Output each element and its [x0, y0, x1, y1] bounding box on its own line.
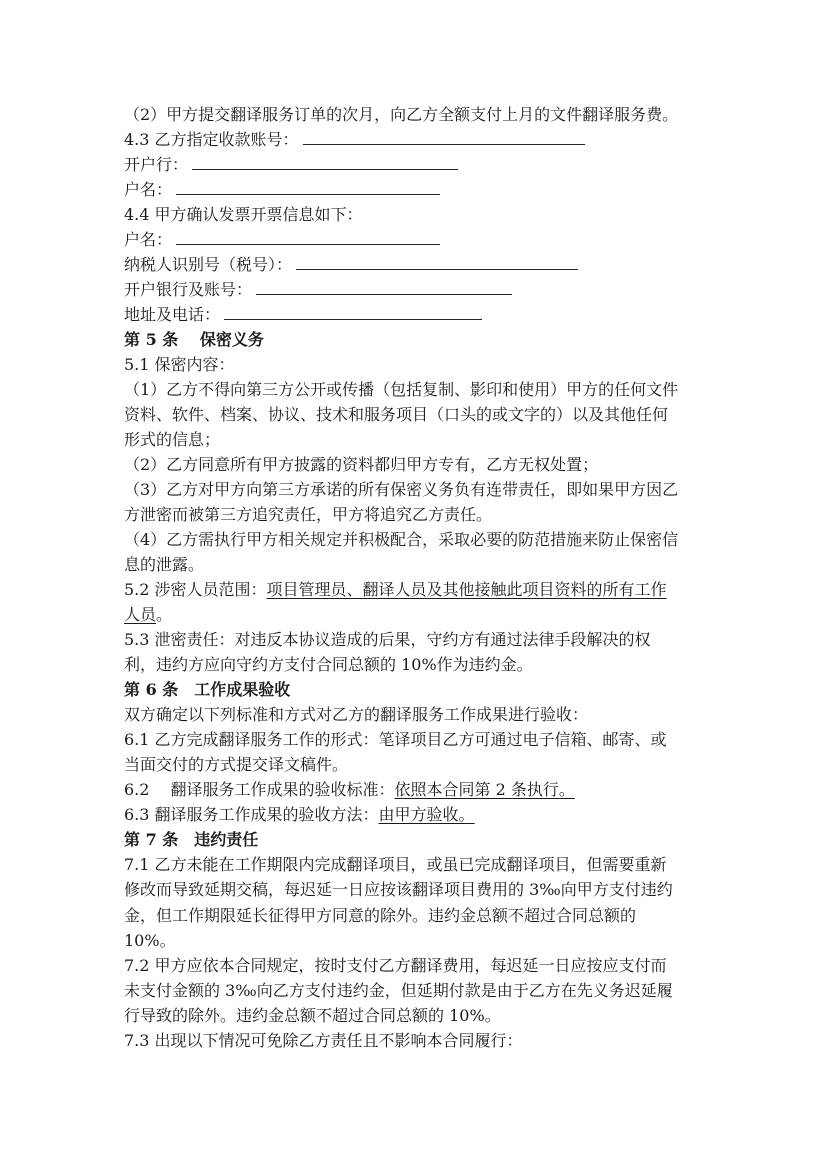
- text-line: （2）乙方同意所有甲方披露的资料都归甲方专有，乙方无权处置；: [124, 455, 599, 475]
- punctuation: 。: [156, 605, 173, 625]
- label: 纳税人识别号（税号）：: [124, 255, 293, 275]
- underlined-value: 项目管理员、翻译人员及其他接触此项目资料的所有工作: [266, 580, 667, 600]
- text-line: 10%。: [124, 930, 176, 950]
- label: 户名：: [124, 230, 173, 250]
- bank-line: [124, 152, 704, 177]
- invoice-name-line: [124, 227, 704, 252]
- bank-account-line: [124, 277, 704, 302]
- text-line: [124, 777, 704, 802]
- text-line: （3）乙方对甲方向第三方承诺的所有保密义务负有连带责任，即如果甲方因乙: [124, 480, 679, 500]
- label: 6.3 翻译服务工作成果的验收方法：: [124, 805, 379, 825]
- text-line: 息的泄露。: [124, 555, 205, 575]
- address-phone-blank: [224, 302, 482, 320]
- text-line: 6.1 乙方完成翻译服务工作的形式：笔译项目乙方可通过电子信箱、邮寄、或: [124, 730, 667, 750]
- label: 5.2 涉密人员范围：: [124, 580, 267, 600]
- address-phone-line: [124, 302, 704, 327]
- text-line: 修改而导致延期交稿，每迟延一日应按该翻译项目费用的 3‰向甲方支付违约: [124, 880, 673, 900]
- account-name-line: [124, 177, 704, 202]
- text-line: 当面交付的方式提交译文稿件。: [124, 755, 349, 775]
- invoice-name-blank: [176, 227, 440, 245]
- underlined-value: 由甲方验收。: [378, 805, 475, 825]
- text-line: 资料、软件、档案、协议、技术和服务项目（口头的或文字的）以及其他任何: [124, 405, 669, 425]
- text-line: 7.2 甲方应依本合同规定，按时支付乙方翻译费用，每迟延一日应按应支付而: [124, 955, 667, 975]
- bank-blank: [192, 152, 458, 170]
- tax-id-blank: [296, 252, 578, 270]
- text-line: 利，违约方应向守约方支付合同总额的 10%作为违约金。: [124, 655, 533, 675]
- underlined-value: 人员: [124, 605, 157, 625]
- document-page: [124, 102, 704, 1053]
- text-line: 金，但工作期限延长征得甲方同意的除外。违约金总额不超过合同总额的: [124, 905, 637, 925]
- text-line: 双方确定以下列标准和方式对乙方的翻译服务工作成果进行验收：: [124, 705, 589, 725]
- text-line: （1）乙方不得向第三方公开或传播（包括复制、影印和使用）甲方的任何文件: [124, 380, 679, 400]
- text-line: [124, 802, 704, 827]
- text-line: 7.1 乙方未能在工作期限内完成翻译项目，或虽已完成翻译项目，但需要重新: [124, 855, 667, 875]
- section-heading-6: 第 6 条 工作成果验收: [124, 680, 291, 700]
- section-heading-5: 第 5 条 保密义务: [124, 330, 264, 350]
- text-line: 5.1 保密内容：: [124, 355, 235, 375]
- receiving-account-blank: [303, 127, 585, 145]
- account-name-blank: [176, 177, 440, 195]
- section-heading-7: 第 7 条 违约责任: [124, 830, 259, 850]
- text-line: [124, 602, 704, 627]
- text-line: 4.4 甲方确认发票开票信息如下：: [124, 205, 363, 225]
- label: 地址及电话：: [124, 305, 221, 325]
- text-line: 方泄密而被第三方追究责任，甲方将追究乙方责任。: [124, 505, 493, 525]
- text-line: 5.3 泄密责任：对违反本协议造成的后果，守约方有通过法律手段解决的权: [124, 630, 651, 650]
- bank-account-blank: [256, 277, 512, 295]
- text-line: 7.3 出现以下情况可免除乙方责任且不影响本合同履行：: [124, 1030, 523, 1050]
- label: 开户银行及账号：: [124, 280, 253, 300]
- label: 户名：: [124, 180, 173, 200]
- text-line: [124, 577, 704, 602]
- label: 4.3 乙方指定收款账号：: [124, 130, 299, 150]
- text-line: 行导致的除外。违约金总额不超过合同总额的 10%。: [124, 1005, 501, 1025]
- text-line: 形式的信息；: [124, 430, 221, 450]
- text-line: （2）甲方提交翻译服务订单的次月，向乙方全额支付上月的文件翻译服务费。: [124, 105, 679, 124]
- receiving-account-line: [124, 127, 704, 152]
- label: 6.2 翻译服务工作成果的验收标准：: [124, 780, 395, 800]
- text-line: （4）乙方需执行甲方相关规定并积极配合，采取必要的防范措施来防止保密信: [124, 530, 679, 550]
- label: 开户行：: [124, 155, 189, 175]
- underlined-value: 依照本合同第 2 条执行。: [394, 780, 575, 800]
- text-line: 未支付金额的 3‰向乙方支付违约金，但延期付款是由于乙方在先义务迟延履: [124, 980, 673, 1000]
- tax-id-line: [124, 252, 704, 277]
